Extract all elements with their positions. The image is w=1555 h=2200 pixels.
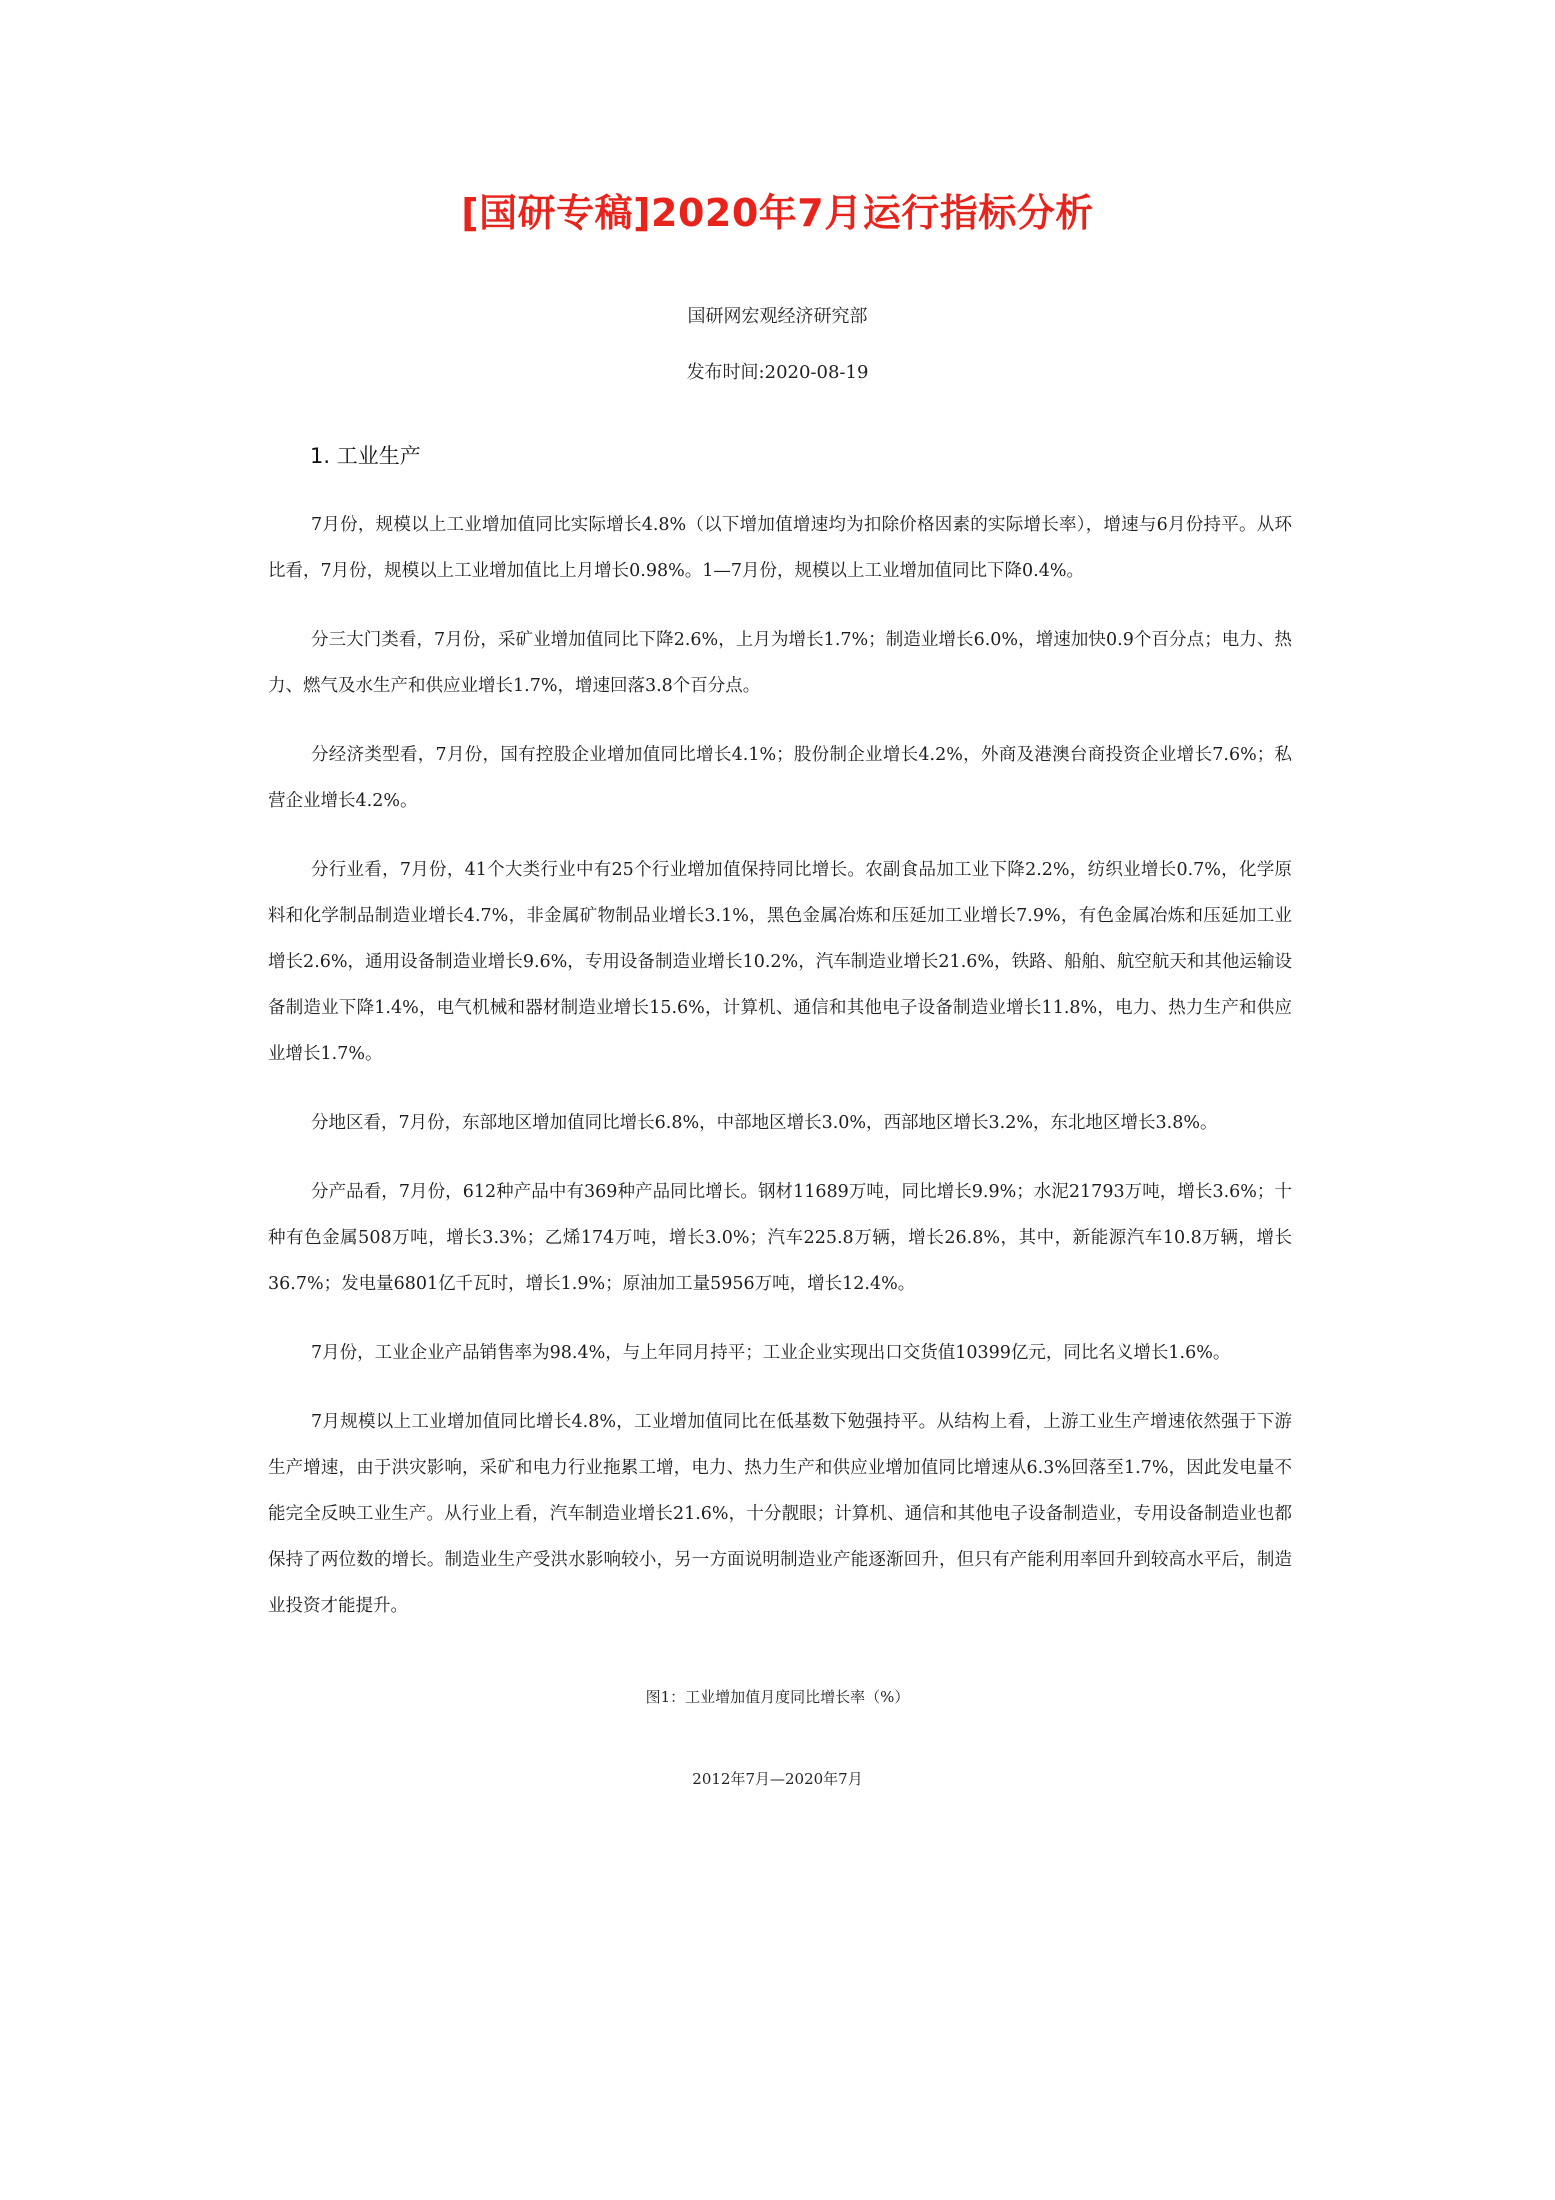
paragraph-by-region: 分地区看，7月份，东部地区增加值同比增长6.8%，中部地区增长3.0%，西部地区增长3.2%，东北地区增长3.8%。 xyxy=(311,1113,1218,1133)
paragraph-by-product: 分产品看，7月份，612种产品中有369种产品同比增长。钢材11689万吨，同比增长9.9%；水泥21793万吨，增长3.6%；十种有色金属508万吨，增长3.3%；乙烯174万吨，增长3.0%；汽车225.8万辆，增长26.8%，其中，新能源汽车10.8万辆，增长36.7%；发电量6801亿千瓦时，增长1.9%；原油加工量5956万吨，增长12.4%。 xyxy=(268,1182,1292,1294)
paragraph-by-economic-type: 分经济类型看，7月份，国有控股企业增加值同比增长4.1%；股份制企业增长4.2%，外商及港澳台商投资企业增长7.6%；私营企业增长4.2%。 xyxy=(268,745,1292,811)
paragraph-by-industry: 分行业看，7月份，41个大类行业中有25个行业增加值保持同比增长。农副食品加工业下降2.2%，纺织业增长0.7%，化学原料和化学制品制造业增长4.7%，非金属矿物制品业增长3.1%，黑色金属冶炼和压延加工业增长7.9%，有色金属冶炼和压延加工业增长2.6%，通用设备制造业增长9.6%，专用设备制造业增长10.2%，汽车制造业增长21.6%，铁路、船舶、航空航天和其他运输设备制造业下降1.4%，电气机械和器材制造业增长15.6%，计算机、通信和其他电子设备制造业增长11.8%，电力、热力生产和供应业增长1.7%。 xyxy=(268,860,1292,1064)
publish-date: 发布时间:2020-08-19 xyxy=(686,362,869,383)
paragraph-industrial-growth: 7月份，规模以上工业增加值同比实际增长4.8%（以下增加值增速均为扣除价格因素的实际增长率），增速与6月份持平。从环比看，7月份，规模以上工业增加值比上月增长0.98%。1—7月份，规模以上工业增加值同比下降0.4%。 xyxy=(268,515,1292,581)
paragraph-by-category: 分三大门类看，7月份，采矿业增加值同比下降2.6%，上月为增长1.7%；制造业增长6.0%，增速加快0.9个百分点；电力、热力、燃气及水生产和供应业增长1.7%，增速回落3.8个百分点。 xyxy=(268,630,1292,696)
paragraph-analysis: 7月规模以上工业增加值同比增长4.8%，工业增加值同比在低基数下勉强持平。从结构上看，上游工业生产增速依然强于下游生产增速，由于洪灾影响，采矿和电力行业拖累工增，电力、热力生产和供应业增加值同比增速从6.3%回落至1.7%，因此发电量不能完全反映工业生产。从行业上看，汽车制造业增长21.6%，十分靓眼；计算机、通信和其他电子设备制造业，专用设备制造业也都保持了两位数的增长。制造业生产受洪水影响较小，另一方面说明制造业产能逐渐回升，但只有产能利用率回升到较高水平后，制造业投资才能提升。 xyxy=(268,1412,1292,1616)
author-organization: 国研网宏观经济研究部 xyxy=(687,306,868,327)
article-body xyxy=(268,432,1292,1652)
section-heading: 1. 工业生产 xyxy=(310,444,421,468)
paragraph-sales-export: 7月份，工业企业产品销售率为98.4%，与上年同月持平；工业企业实现出口交货值10399亿元，同比名义增长1.6%。 xyxy=(311,1343,1231,1363)
document-title: [国研专稿]2020年7月运行指标分析 xyxy=(461,191,1094,235)
figure-date-range: 2012年7月—2020年7月 xyxy=(692,1770,863,1788)
figure-caption: 图1：工业增加值月度同比增长率（%） xyxy=(645,1688,910,1706)
